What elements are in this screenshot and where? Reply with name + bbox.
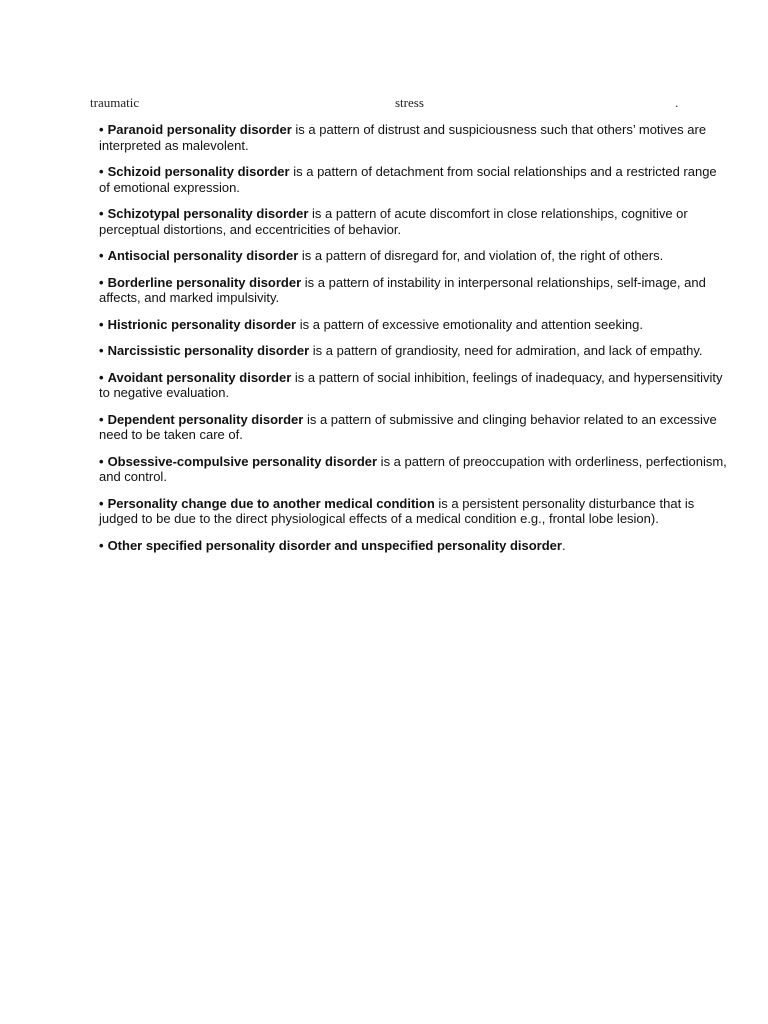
item-description: is a pattern of preoccupation with orderliness, perfectionism, and control. (99, 453, 727, 484)
bullet: • (99, 122, 104, 137)
item-term: Other specified personality disorder and unspecified personality disorder (107, 537, 562, 553)
list-item-histrionic (99, 317, 727, 333)
list-item-dependent (99, 412, 727, 443)
item-description: is a pattern of submissive and clinging behavior related to an excessive need to be taken care of. (99, 411, 717, 442)
item-description: is a pattern of distrust and suspiciousness such that others’ motives are interpreted as malevolent. (99, 122, 707, 153)
item-term: Antisocial personality disorder (107, 248, 299, 263)
item-term: Avoidant personality disorder (107, 369, 292, 385)
list-item-schizotypal (99, 206, 727, 237)
item-description: is a pattern of disregard for, and violation of, the right of others. (298, 248, 664, 263)
item-description: is a pattern of social inhibition, feelings of inadequacy, and hypersensitivity to negative evaluation. (99, 369, 723, 400)
bullet: • (99, 411, 104, 427)
list-item-schizoid (99, 164, 727, 195)
item-term: Histrionic personality disorder (107, 316, 297, 332)
item-description: is a pattern of excessive emotionality and attention seeking. (296, 316, 643, 332)
bullet: • (99, 537, 104, 553)
header-word-traumatic: traumatic (90, 95, 140, 110)
list-item-antisocial (99, 248, 727, 264)
bullet: • (99, 495, 104, 511)
bullet: • (99, 343, 104, 358)
bullet: • (99, 274, 104, 290)
list-item-avoidant (99, 370, 727, 401)
bullet: • (99, 164, 104, 179)
item-term: Borderline personality disorder (107, 274, 302, 290)
list-item-borderline (99, 275, 727, 306)
item-description: is a pattern of grandiosity, need for admiration, and lack of empathy. (309, 343, 703, 358)
bullet: • (99, 206, 104, 221)
item-term: Schizoid personality disorder (107, 164, 290, 179)
list-item-other-specified (99, 538, 727, 554)
bullet: • (99, 453, 104, 469)
item-term: Personality change due to another medical condition (107, 495, 435, 511)
list-item-narcissistic (99, 343, 727, 359)
item-term: Schizotypal personality disorder (107, 206, 309, 221)
list-item-paranoid (99, 122, 727, 153)
list-item-personality-change (99, 496, 727, 527)
item-term: Obsessive-compulsive personality disorder (107, 453, 378, 469)
header-period: . (675, 95, 679, 110)
bullet: • (99, 369, 104, 385)
item-term: Narcissistic personality disorder (107, 343, 310, 358)
item-description: is a pattern of acute discomfort in close relationships, cognitive or perceptual distortions, and eccentricities of behavior. (99, 206, 688, 237)
item-description: is a pattern of detachment from social relationships and a restricted range of emotional expression. (99, 164, 717, 195)
header-word-stress: stress (395, 95, 424, 110)
bullet: • (99, 316, 104, 332)
header-line (90, 95, 690, 113)
item-description: is a pattern of instability in interpersonal relationships, self-image, and affects, and marked impulsivity. (99, 274, 706, 305)
item-term: Paranoid personality disorder (107, 122, 292, 137)
bullet: • (99, 248, 104, 263)
item-description: is a persistent personality disturbance that is judged to be due to the direct physiological effects of a medical condition e.g., frontal lobe lesion). (99, 495, 695, 526)
item-term: Dependent personality disorder (107, 411, 304, 427)
personality-disorder-list (99, 122, 727, 564)
item-description: . (561, 537, 566, 553)
list-item-obsessive-compulsive (99, 454, 727, 485)
